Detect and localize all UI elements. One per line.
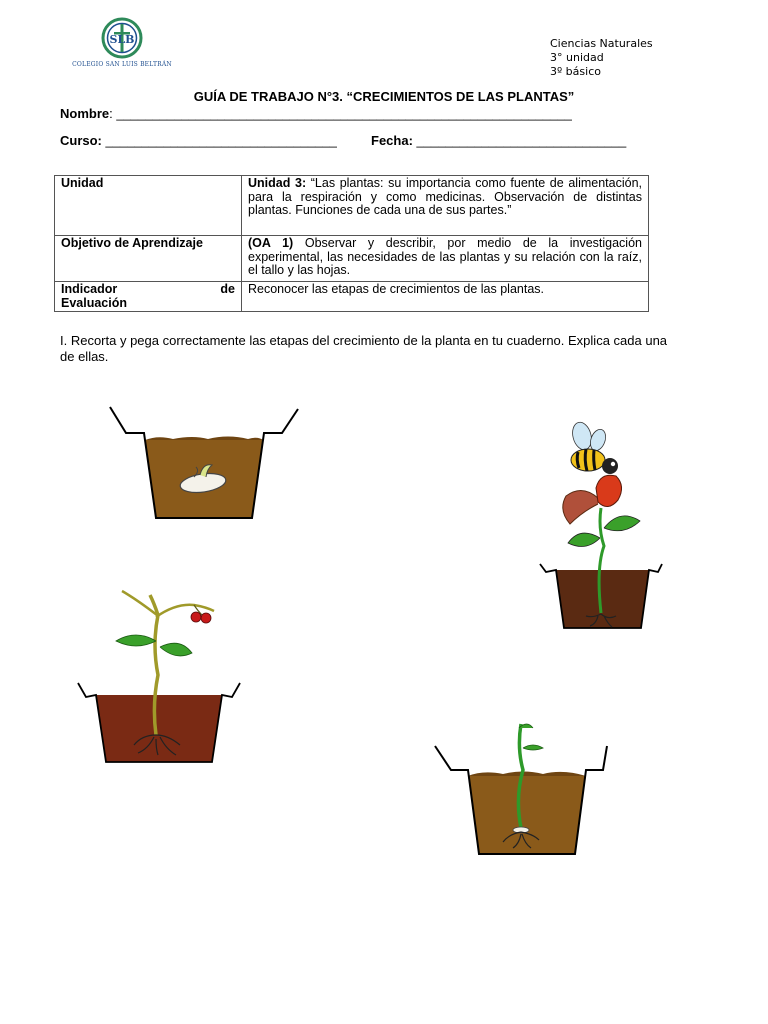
course-label: Curso: <box>60 133 106 148</box>
date-field[interactable] <box>371 133 626 148</box>
subject-block <box>550 37 653 79</box>
page-title: GUÍA DE TRABAJO N°3. “CRECIMIENTOS DE LAS PLANTAS” <box>193 89 575 104</box>
unit-bold: Unidad 3: <box>248 176 311 190</box>
fruiting-plant-pot <box>76 585 244 765</box>
name-field[interactable] <box>60 106 572 121</box>
indicator-label <box>55 282 242 312</box>
indicator-label-1: Indicador <box>61 282 118 296</box>
indicator-text: Reconocer las etapas de crecimientos de las plantas. <box>242 282 649 312</box>
leaf-icon <box>604 516 640 531</box>
name-label: Nombre <box>60 106 110 121</box>
school-logo <box>66 18 178 74</box>
school-name: COLEGIO SAN LUIS BELTRÁN <box>72 61 172 68</box>
logo-letters: SLB <box>109 33 135 46</box>
seed-pot <box>108 405 300 525</box>
bee-icon <box>570 420 618 474</box>
unit-text: “Las plantas: su importancia como fuente de alimentación, para la respiración y como medicinas. Observación de distintas plantas. Funciones de cada una de sus partes.” <box>248 176 642 217</box>
table-row-indicator <box>55 282 649 312</box>
date-line[interactable]: _____________________________ <box>416 133 627 148</box>
fruit-icon <box>191 612 201 622</box>
course-field[interactable] <box>60 133 337 148</box>
unit-cell <box>242 176 649 236</box>
instruction-text: I. Recorta y pega correctamente las etapas del crecimiento de la planta en tu cuaderno. Explica cada una de ellas. <box>60 333 668 364</box>
sprout-pot <box>433 718 609 858</box>
school-logo-icon <box>66 18 178 62</box>
flower-icon <box>596 475 622 506</box>
table-row-unit <box>55 176 649 236</box>
unit-label: Unidad <box>55 176 242 236</box>
course-line[interactable]: ________________________________ <box>105 133 337 148</box>
objective-cell <box>242 236 649 282</box>
objective-bold: (OA 1) <box>248 236 305 250</box>
indicator-label-2: Evaluación <box>61 295 127 310</box>
name-line[interactable]: : _______________________________________________________________ <box>109 106 572 121</box>
date-label: Fecha: <box>371 133 417 148</box>
subject-name: Ciencias Naturales <box>550 37 653 50</box>
flowering-plant-pot <box>538 428 663 633</box>
table-row-objective <box>55 236 649 282</box>
unit-number: 3° unidad <box>550 51 604 64</box>
objective-text: Observar y describir, por medio de la investigación experimental, las necesidades de las plantas y su relación con la raíz, el tallo y las hojas. <box>248 236 642 277</box>
indicator-label-de: de <box>220 282 235 296</box>
objective-label: Objetivo de Aprendizaje <box>55 236 242 282</box>
grade-level: 3º básico <box>550 65 601 78</box>
info-table <box>54 175 649 312</box>
